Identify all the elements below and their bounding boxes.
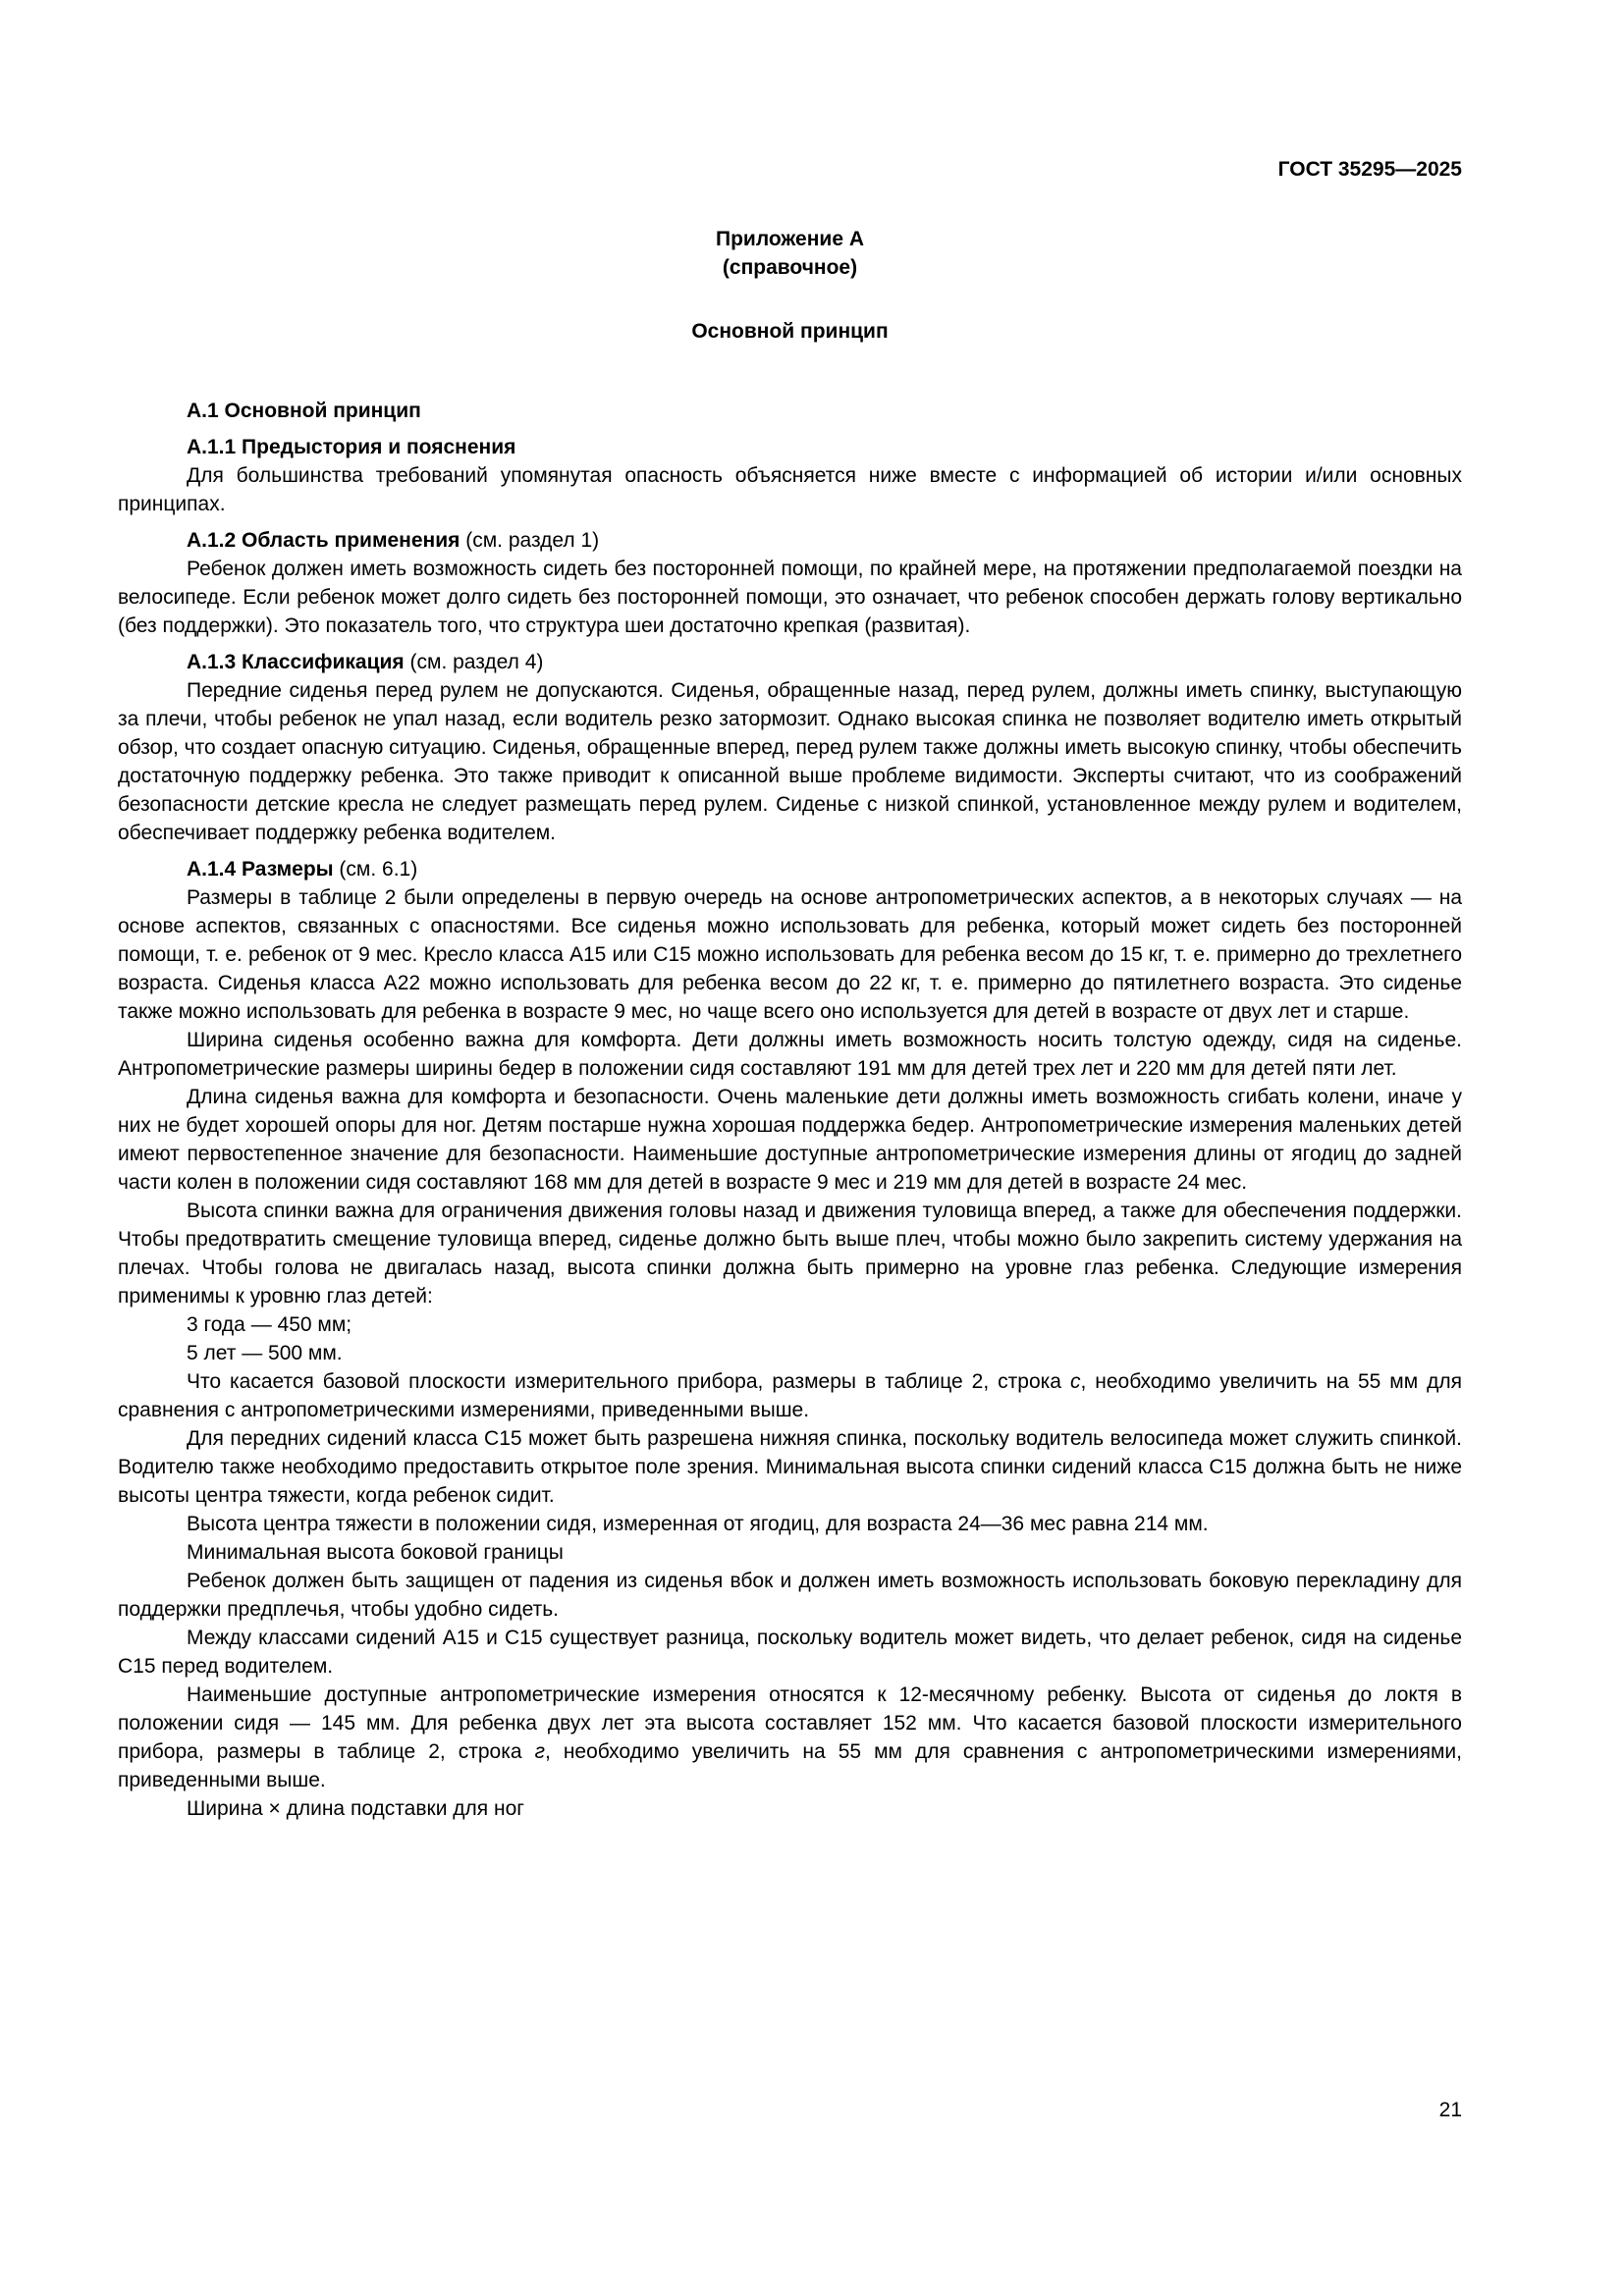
text-run: Длина сиденья важна для комфорта и безопасности. Очень маленькие дети должны иметь возможность сгибать колени, иначе у них не будет хорошей опоры для ног. Детям постарше нужна хорошая поддержка бедер. Антропометрические измерения маленьких детей имеют первостепенное значение для безопасности. Наименьшие доступные антропометрические измерения длины от ягодиц до задней части колен в положении сидя составляют 168 мм для детей в возрасте 9 мес и 219 мм для детей в возрасте 24 мес. bbox=[118, 1086, 1462, 1194]
paragraph bbox=[118, 1367, 1462, 1424]
text-line bbox=[118, 1794, 1462, 1823]
document-body bbox=[118, 397, 1462, 1823]
paragraph bbox=[118, 555, 1462, 640]
text-run: Передние сиденья перед рулем не допускаются. Сиденья, обращенные назад, перед рулем, должны иметь спинку, выступающую за плечи, чтобы ребенок не упал назад, если водитель резко затормозит. Однако высокая спинка не позволяет водителю иметь открытый обзор, что создает опасную ситуацию. Сиденья, обращенные вперед, перед рулем также должны иметь высокую спинку, чтобы обеспечить достаточную поддержку ребенка. Это также приводит к описанной выше проблеме видимости. Эксперты считают, что из соображений безопасности детские кресла не следует размещать перед рулем. Сиденье с низкой спинкой, установленное между рулем и водителем, обеспечивает поддержку ребенка водителем. bbox=[118, 679, 1462, 844]
text-run: (см. раздел 4) bbox=[404, 651, 544, 673]
text-line bbox=[118, 1538, 1462, 1567]
text-run: Наименьшие доступные антропометрические измерения относятся к 12-месячному ребенку. Высота от сиденья до локтя в положении сидя — 145 мм. Для ребенка двух лет эта высота составляет 152 мм. Что касается базовой плоскости измерительного прибора, размеры в таблице 2, строка bbox=[118, 1683, 1462, 1763]
text-run: 3 года — 450 мм; bbox=[187, 1313, 352, 1336]
text-run: А.1 Основной принцип bbox=[187, 400, 421, 422]
text-run: с bbox=[1069, 1370, 1081, 1393]
subheading bbox=[118, 855, 1462, 883]
subheading bbox=[118, 433, 1462, 461]
section-heading bbox=[118, 397, 1462, 425]
text-run: 5 лет — 500 мм. bbox=[187, 1342, 343, 1364]
paragraph bbox=[118, 1567, 1462, 1624]
text-run: г bbox=[534, 1740, 545, 1763]
text-run: , необходимо увеличить на 55 мм для сравнения с антропометрическими измерениями, приведенными выше. bbox=[118, 1370, 1463, 1421]
paragraph bbox=[118, 1510, 1462, 1538]
text-run: Ребенок должен быть защищен от падения из сиденья вбок и должен иметь возможность использовать боковую перекладину для поддержки предплечья, чтобы удобно сидеть. bbox=[118, 1570, 1462, 1621]
appendix-heading bbox=[118, 225, 1462, 282]
paragraph bbox=[118, 1624, 1462, 1681]
paragraph bbox=[118, 1424, 1462, 1510]
text-run: Минимальная высота боковой границы bbox=[187, 1541, 564, 1564]
text-run: Ширина × длина подставки для ног bbox=[187, 1797, 524, 1820]
appendix-label: Приложение А bbox=[715, 228, 864, 250]
appendix-title: Основной принцип bbox=[691, 320, 889, 343]
paragraph bbox=[118, 461, 1462, 518]
text-run: (см. раздел 1) bbox=[460, 529, 600, 552]
appendix-kind: (справочное) bbox=[722, 256, 858, 279]
text-run: Что касается базовой плоскости измерительного прибора, размеры в таблице 2, строка bbox=[187, 1370, 1070, 1393]
doc-code: ГОСТ 35295—2025 bbox=[1277, 158, 1462, 181]
text-run: Для большинства требований упомянутая опасность объясняется ниже вместе с информацией об истории и/или основных принципах. bbox=[118, 464, 1462, 515]
text-run: А.1.2 Область применения bbox=[187, 529, 460, 552]
subheading bbox=[118, 648, 1462, 676]
paragraph bbox=[118, 883, 1462, 1026]
text-line bbox=[118, 1339, 1462, 1367]
paragraph bbox=[118, 676, 1462, 847]
text-line bbox=[118, 1310, 1462, 1339]
subheading bbox=[118, 526, 1462, 555]
text-run: , необходимо увеличить на 55 мм для сравнения с антропометрическими измерениями, приведенными выше. bbox=[118, 1740, 1462, 1791]
page-number: 21 bbox=[1438, 2099, 1462, 2121]
paragraph bbox=[118, 1026, 1462, 1083]
text-run: Высота спинки важна для ограничения движения головы назад и движения туловища вперед, а также для обеспечения поддержки. Чтобы предотвратить смещение туловища вперед, сиденье должно быть выше плеч, чтобы можно было закрепить систему удержания на плечах. Чтобы голова не двигалась назад, высота спинки должна быть примерно на уровне глаз ребенка. Следующие измерения применимы к уровню глаз детей: bbox=[118, 1200, 1462, 1308]
text-run: Высота центра тяжести в положении сидя, измеренная от ягодиц, для возраста 24—36 мес равна 214 мм. bbox=[187, 1513, 1209, 1535]
text-run: А.1.3 Классификация bbox=[187, 651, 405, 673]
text-run: Ширина сиденья особенно важна для комфорта. Дети должны иметь возможность носить толстую одежду, сидя на сиденье. Антропометрические размеры ширины бедер в положении сидя составляют 191 мм для детей трех лет и 220 мм для детей пяти лет. bbox=[118, 1029, 1462, 1080]
text-run: Размеры в таблице 2 были определены в первую очередь на основе антропометрических аспектов, а в некоторых случаях — на основе аспектов, связанных с опасностями. Все сиденья можно использовать для ребенка, который может сидеть без посторонней помощи, т. е. ребенок от 9 мес. Кресло класса А15 или С15 можно использовать для ребенка весом до 15 кг, т. е. примерно до трехлетнего возраста. Сиденья класса А22 можно использовать для ребенка весом до 22 кг, т. е. примерно до пятилетнего возраста. Это сиденье также можно использовать для ребенка в возрасте 9 мес, но чаще всего оно используется для детей в возрасте от двух лет и старше. bbox=[118, 886, 1462, 1023]
text-run: (см. 6.1) bbox=[333, 858, 418, 881]
paragraph bbox=[118, 1681, 1462, 1794]
text-run: Между классами сидений А15 и С15 существует разница, поскольку водитель может видеть, что делает ребенок, сидя на сиденье С15 перед водителем. bbox=[118, 1627, 1462, 1678]
paragraph bbox=[118, 1083, 1462, 1197]
text-run: Ребенок должен иметь возможность сидеть без посторонней помощи, по крайней мере, на протяжении предполагаемой поездки на велосипеде. Если ребенок может долго сидеть без посторонней помощи, это означает, что ребенок способен держать голову вертикально (без поддержки). Это показатель того, что структура шеи достаточно крепкая (развитая). bbox=[118, 558, 1462, 637]
text-run: А.1.4 Размеры bbox=[187, 858, 334, 881]
text-run: А.1.1 Предыстория и пояснения bbox=[187, 436, 516, 458]
paragraph bbox=[118, 1197, 1462, 1310]
text-run: Для передних сидений класса С15 может быть разрешена нижняя спинка, поскольку водитель велосипеда может служить спинкой. Водителю также необходимо предоставить открытое поле зрения. Минимальная высота спинки сидений класса С15 должна быть не ниже высоты центра тяжести, когда ребенок сидит. bbox=[118, 1427, 1462, 1507]
